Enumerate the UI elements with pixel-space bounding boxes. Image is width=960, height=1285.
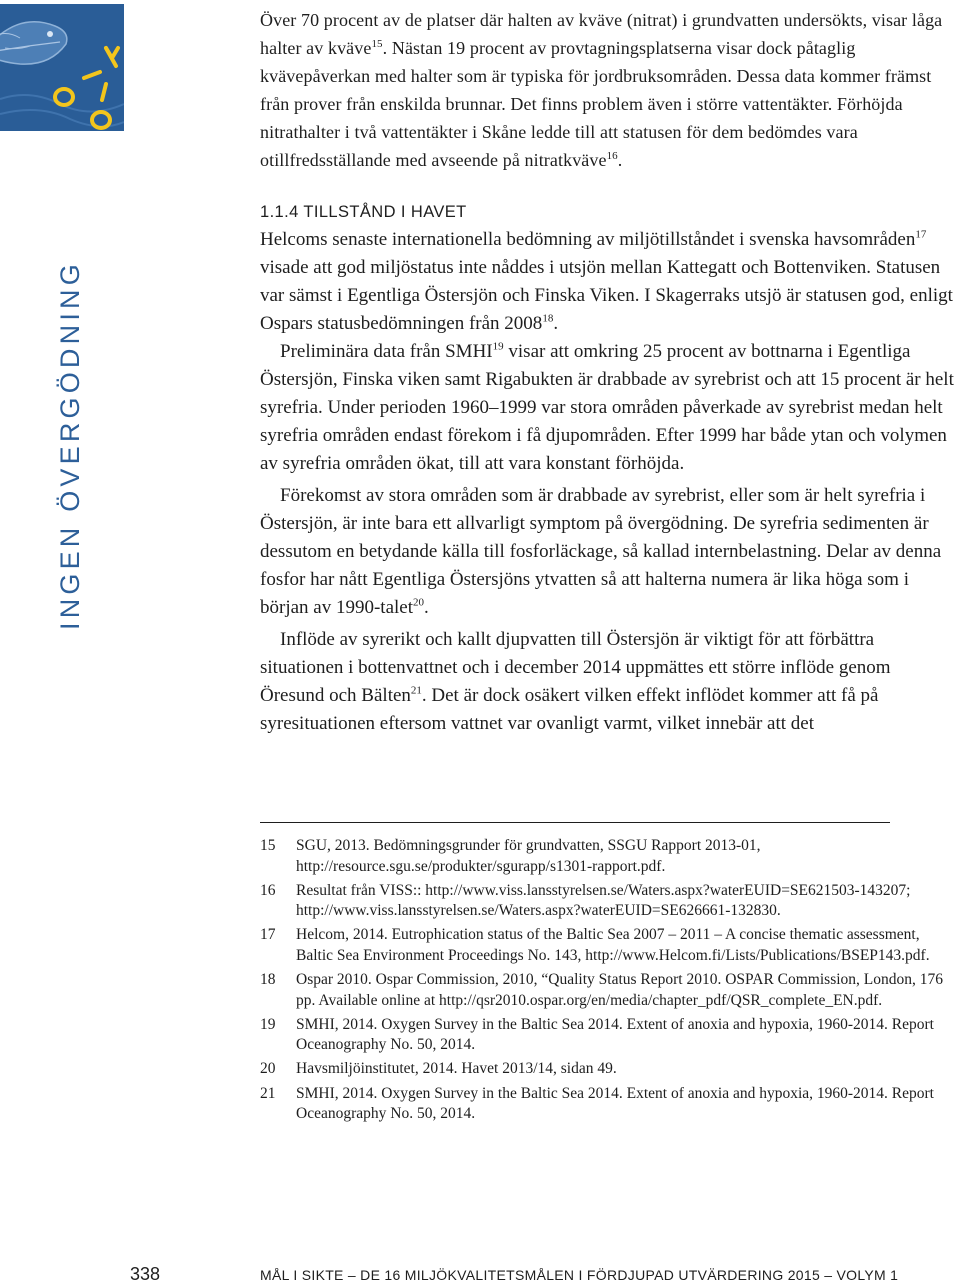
section-heading: 1.1.4 TILLSTÅND I HAVET [260, 203, 467, 221]
footnote-number: 19 [260, 1015, 276, 1033]
paragraph-text: Preliminära data från SMHI [280, 341, 493, 362]
footnote-item [260, 881, 960, 922]
paragraph-text: . Det är dock osäkert vilken effekt inflödet kommer att få på syresituationen eftersom vattnet var ovanligt varmt, vilket innebär att det [260, 685, 879, 734]
footnote-ref-15[interactable]: 15 [371, 38, 383, 50]
footnote-text: Helcom, 2014. Eutrophication status of the Baltic Sea 2007 – 2011 – A concise thematic assessment, Baltic Sea Environment Proceedings No. 143, http://www.Helcom.fi/Lists/Publications/BSEP143.pdf. [296, 926, 930, 964]
footnote-item [260, 1059, 960, 1080]
footnote-number: 16 [260, 881, 276, 899]
intro-text-2: . Nästan 19 procent av provtagningsplatserna visar dock påtaglig kvävepåverkan med halter som är typiska för jordbruksområden. Dessa data kommer främst från prover från enskilda brunnar. Det finns problem även i större vattentäkter. Förhöjda nitrathalter i två vattentäkter i Skåne ledde till att statusen för dem bedömdes vara otillfredsställande med avseende på nitratkväve [260, 38, 932, 170]
footnote-number: 15 [260, 837, 276, 854]
paragraph-text: Förekomst av stora områden som är drabbade av syrebrist, eller som är helt syrefria i Östersjön, är inte bara ett allvarligt symptom på övergödning. De syrefria sedimenten är dessutom en betydande källa till fosforläckage, så kallad internbelastning. Delar av denna fosfor har nått Egentliga Östersjöns ytvatten så att halterna numera är lika höga som i början av 1990-talet [260, 485, 942, 618]
paragraph-text: . [424, 597, 429, 618]
footnote-text: Resultat från VISS:: http://www.viss.lansstyrelsen.se/Waters.aspx?waterEUID=SE621503-143207; http://www.viss.lansstyrelsen.se/Waters.aspx?waterEUID=SE626661-132830. [296, 881, 911, 920]
paragraph-text: visar att omkring 25 procent av bottnarna i Egentliga Östersjön, Finska viken samt Rigabukten är drabbade av syrebrist och att 15 procent är helt syrefria. Under perioden 1960–1999 var stora områden påverkade av syrebrist medan helt syrefria områden endast förekom i få djupområden. Efter 1999 har både ytan och volymen av syrefria områden ökat, till att vara konstant förhöjda. [260, 341, 954, 474]
intro-text-3: . [617, 150, 623, 170]
footnote-item [260, 1084, 960, 1125]
main-content [260, 6, 956, 738]
footnote-text: Havsmiljöinstitutet, 2014. Havet 2013/14, sidan 49. [296, 1060, 617, 1078]
footnote-ref-18[interactable]: 18 [542, 312, 554, 325]
running-footer-title: MÅL I SIKTE – DE 16 MILJÖKVALITETSMÅLEN I FÖRDJUPAD UTVÄRDERING 2015 – VOLYM 1 [260, 1267, 899, 1283]
footnote-text: SMHI, 2014. Oxygen Survey in the Baltic Sea 2014. Extent of anoxia and hypoxia, 1960-2014. Report Oceanography No. 50, 2014. [296, 1015, 934, 1054]
paragraph-text: Helcoms senaste internationella bedömning av miljötillståndet i svenska havsområden [260, 229, 916, 250]
footnote-divider [260, 822, 890, 823]
footnote-number: 20 [260, 1060, 276, 1078]
footnotes-list [260, 836, 960, 1128]
fish-illustration [0, 4, 124, 131]
footnote-item [260, 925, 960, 966]
paragraph-text: visade att god miljöstatus inte nåddes i utsjön mellan Kattegatt och Bottenviken. Statusen var sämst i Egentliga Östersjön och Finska Viken. I Skagerraks utsjö är statusen god, enligt Ospars statusbedömningen från 2008 [260, 257, 953, 334]
footnote-text: SGU, 2013. Bedömningsgrunder för grundvatten, SSGU Rapport 2013-01, http://resource.sgu.se/produkter/sgurapp/s1301-rapport.pdf. [296, 837, 761, 875]
section-paragraph-4 [260, 626, 956, 738]
footnote-number: 18 [260, 971, 276, 989]
footnote-text: SMHI, 2014. Oxygen Survey in the Baltic Sea 2014. Extent of anoxia and hypoxia, 1960-2014. Report Oceanography No. 50, 2014. [296, 1084, 934, 1123]
footnote-item [260, 1015, 960, 1056]
paragraph-text: Inflöde av syrerikt och kallt djupvatten till Östersjön är viktigt för att förbättra situationen i bottenvattnet och i december 2014 uppmättes ett större inflöde genom Öresund och Bälten [260, 629, 891, 706]
footnote-item [260, 836, 960, 877]
intro-text-1: Över 70 procent av de platser där halten av kväve (nitrat) i grundvatten undersökts, visar låga halter av kväve [260, 10, 943, 58]
footnote-number: 17 [260, 926, 276, 944]
footnote-ref-19[interactable]: 19 [492, 340, 504, 353]
page-number: 338 [130, 1264, 161, 1284]
footnote-text: Ospar 2010. Ospar Commission, 2010, “Quality Status Report 2010. OSPAR Commission, London, 176 pp. Available online at http://qsr2010.ospar.org/en/media/chapter_pdf/QSR_complete_EN.pdf. [296, 971, 944, 1009]
intro-paragraph [260, 6, 956, 174]
section-paragraph-2 [260, 338, 956, 478]
footnote-ref-20[interactable]: 20 [413, 596, 425, 609]
side-chapter-title: INGEN ÖVERGÖDNING [55, 260, 85, 630]
footnote-number: 21 [260, 1084, 276, 1102]
section-paragraph-1 [260, 226, 956, 338]
footnote-item [260, 970, 960, 1011]
paragraph-text: . [553, 313, 559, 334]
logo-fish-icon [0, 4, 124, 131]
section-paragraph-3 [260, 482, 956, 622]
footnote-ref-16[interactable]: 16 [606, 150, 618, 162]
footnote-ref-17[interactable]: 17 [915, 228, 927, 241]
footnote-ref-21[interactable]: 21 [410, 684, 422, 697]
